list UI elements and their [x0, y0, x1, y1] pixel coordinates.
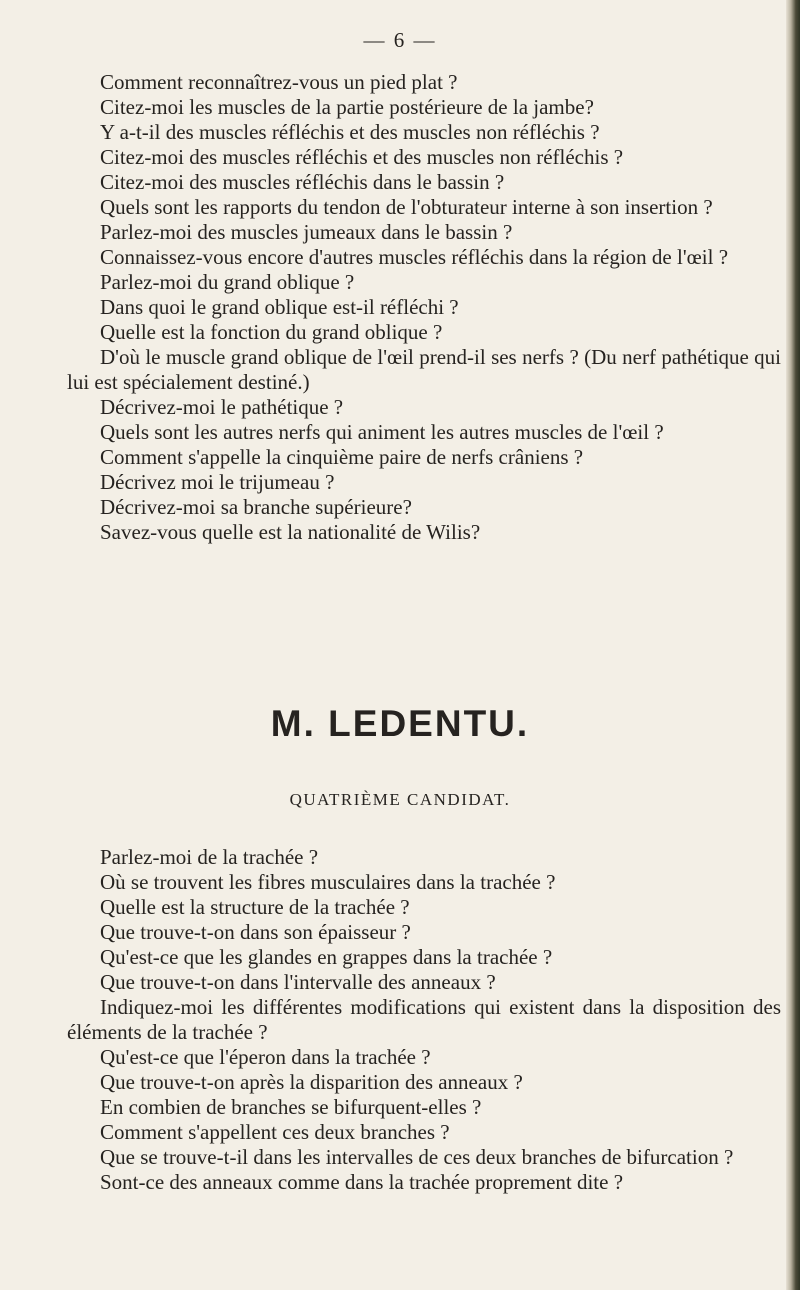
- questions-section-1: [67, 70, 781, 545]
- question-line: Citez-moi les muscles de la partie postérieure de la jambe?: [100, 95, 594, 119]
- question-line: Qu'est-ce que l'éperon dans la trachée ?: [100, 1045, 431, 1069]
- question-line: Indiquez-moi les différentes modifications qui existent dans la disposition des éléments de la trachée ?: [67, 995, 781, 1044]
- question-line: Comment reconnaîtrez-vous un pied plat ?: [100, 70, 458, 94]
- question-line: Quelle est la structure de la trachée ?: [100, 895, 410, 919]
- question-line: Que trouve-t-on dans son épaisseur ?: [100, 920, 411, 944]
- question-line: Parlez-moi des muscles jumeaux dans le bassin ?: [100, 220, 513, 244]
- question-line: Parlez-moi du grand oblique ?: [100, 270, 355, 294]
- question-line: Qu'est-ce que les glandes en grappes dans la trachée ?: [100, 945, 553, 969]
- question-line: Dans quoi le grand oblique est-il réfléchi ?: [100, 295, 459, 319]
- question-line: Décrivez-moi sa branche supérieure?: [100, 495, 412, 519]
- question-line: Comment s'appellent ces deux branches ?: [100, 1120, 450, 1144]
- question-line: Quels sont les autres nerfs qui animent les autres muscles de l'œil ?: [100, 420, 664, 444]
- question-line: En combien de branches se bifurquent-elles ?: [100, 1095, 482, 1119]
- question-line: Comment s'appelle la cinquième paire de nerfs crâniens ?: [100, 445, 584, 469]
- question-line: Citez-moi des muscles réfléchis dans le bassin ?: [100, 170, 505, 194]
- page-number: — 6 —: [363, 28, 437, 52]
- questions-section-2: [67, 845, 781, 1195]
- question-line: Quelle est la fonction du grand oblique ?: [100, 320, 443, 344]
- question-line: Que trouve-t-on dans l'intervalle des anneaux ?: [100, 970, 496, 994]
- question-line: Sont-ce des anneaux comme dans la trachée proprement dite ?: [100, 1170, 624, 1194]
- question-line: Savez-vous quelle est la nationalité de Wilis?: [100, 520, 481, 544]
- question-line: Citez-moi des muscles réfléchis et des muscles non réfléchis ?: [100, 145, 624, 169]
- question-line: Y a-t-il des muscles réfléchis et des muscles non réfléchis ?: [100, 120, 600, 144]
- page-edge-shadow: [786, 0, 800, 1290]
- section-subtitle: QUATRIÈME CANDIDAT.: [289, 790, 511, 809]
- question-line: Que trouve-t-on après la disparition des anneaux ?: [100, 1070, 523, 1094]
- question-line: Connaissez-vous encore d'autres muscles réfléchis dans la région de l'œil ?: [100, 245, 729, 269]
- question-line: Parlez-moi de la trachée ?: [100, 845, 319, 869]
- question-line: D'où le muscle grand oblique de l'œil prend-il ses nerfs ? (Du nerf pathétique qui lui est spécialement destiné.): [67, 345, 781, 394]
- question-line: Décrivez-moi le pathétique ?: [100, 395, 344, 419]
- section-title: M. LEDENTU.: [270, 703, 530, 744]
- question-line: Quels sont les rapports du tendon de l'obturateur interne à son insertion ?: [100, 195, 713, 219]
- question-line: Décrivez moi le trijumeau ?: [100, 470, 335, 494]
- question-line: Où se trouvent les fibres musculaires dans la trachée ?: [100, 870, 556, 894]
- question-line: Que se trouve-t-il dans les intervalles de ces deux branches de bifurcation ?: [100, 1145, 734, 1169]
